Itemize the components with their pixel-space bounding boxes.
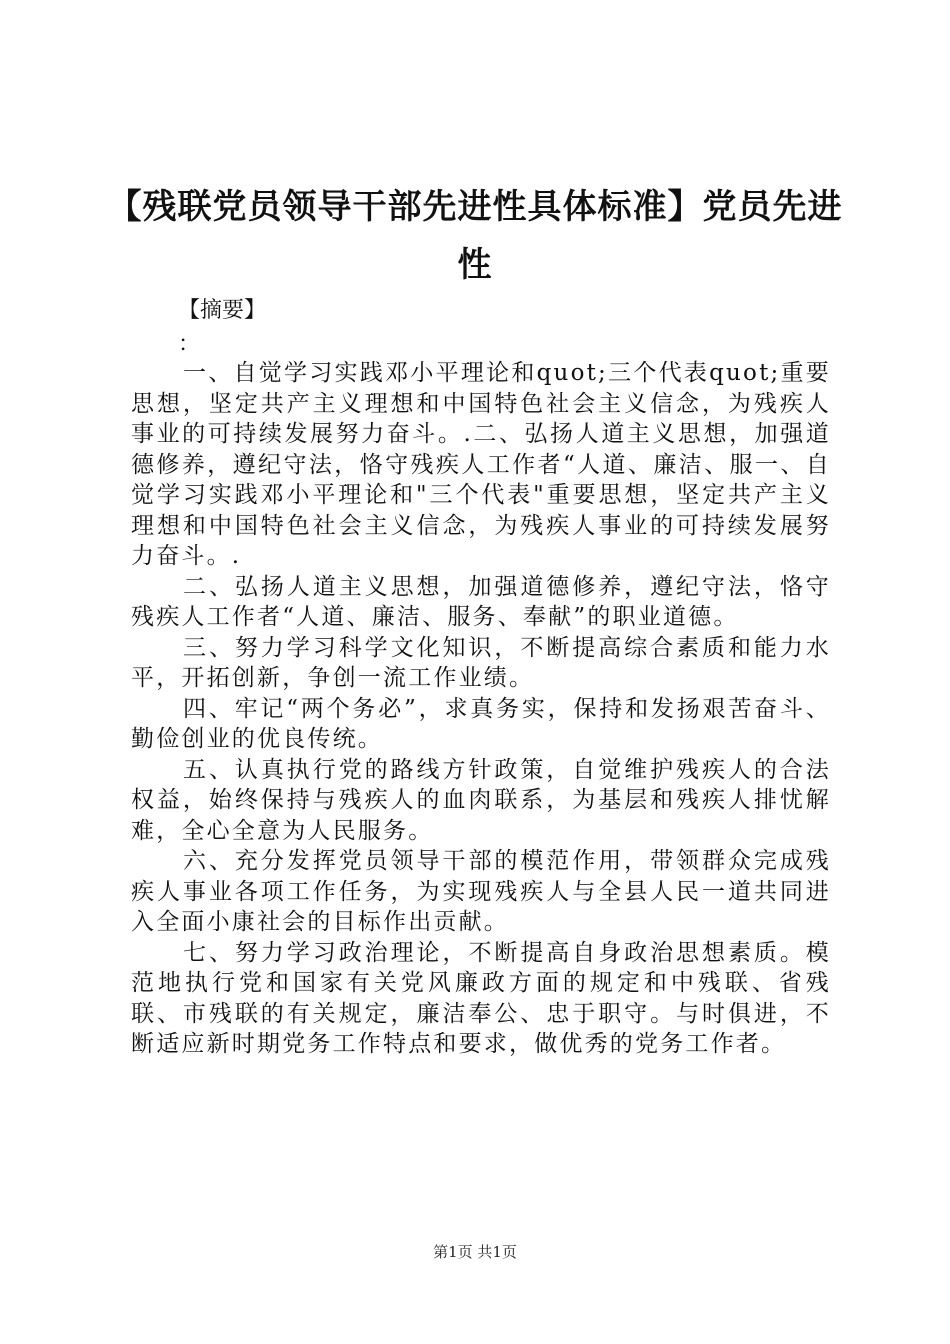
- paragraph-3: 三、努力学习科学文化知识，不断提高综合素质和能力水平，开拓创新，争创一流工作业绩。: [131, 634, 831, 691]
- page-title: 【残联党员领导干部先进性具体标准】党员先进性: [107, 187, 843, 285]
- page-footer: 第1页 共1页: [433, 1243, 517, 1261]
- summary-colon: ：: [178, 332, 201, 357]
- paragraph-1: 一、自觉学习实践邓小平理论和quot;三个代表quot;重要思想，坚定共产主义理想和中国特色社会主义信念，为残疾人事业的可持续发展努力奋斗。.二、弘扬人道主义思想，加强道德修养，遵纪守法，恪守残疾人工作者“人道、廉洁、服一、自觉学习实践邓小平理论和"三个代表"重要思想，坚定共产主义理想和中国特色社会主义信念，为残疾人事业的可持续发展努力奋斗。.: [131, 360, 831, 569]
- paragraph-6: 六、充分发挥党员领导干部的模范作用，带领群众完成残疾人事业各项工作任务，为实现残疾人与全县人民一道共同进入全面小康社会的目标作出贡献。: [131, 848, 831, 935]
- paragraph-2: 二、弘扬人道主义思想，加强道德修养，遵纪守法，恪守残疾人工作者“人道、廉洁、服务、奉献”的职业道德。: [131, 573, 831, 630]
- paragraph-7: 七、努力学习政治理论，不断提高自身政治思想素质。模范地执行党和国家有关党风廉政方面的规定和中残联、省残联、市残联的有关规定，廉洁奉公、忠于职守。与时俱进，不断适应新时期党务工作特点和要求，做优秀的党务工作者。: [131, 939, 831, 1057]
- document-body: [131, 358, 831, 1060]
- summary-label: 【摘要】: [178, 298, 267, 323]
- paragraph-4: 四、牢记“两个务必”，求真务实，保持和发扬艰苦奋斗、勤俭创业的优良传统。: [131, 695, 831, 752]
- paragraph-5: 五、认真执行党的路线方针政策，自觉维护残疾人的合法权益，始终保持与残疾人的血肉联系，为基层和残疾人排忧解难，全心全意为人民服务。: [131, 756, 831, 844]
